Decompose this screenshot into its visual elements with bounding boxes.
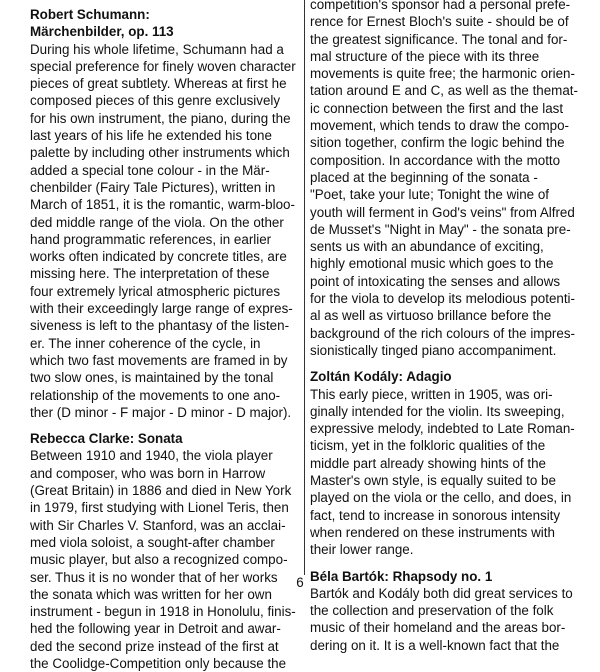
text-line: for the viola to develop its melodious potenti-	[310, 291, 575, 307]
text-line: last years of his life he extended his tone	[30, 128, 272, 144]
text-line: chenbilder (Fairy Tale Pictures), written in	[30, 179, 276, 195]
text-line: with their exceedingly large range of expres-	[30, 301, 293, 317]
text-line: pieces of great subtlety. Whereas at first he	[30, 76, 287, 92]
text-line: for his own instrument, the piano, during the	[30, 110, 291, 126]
column-divider	[304, 0, 305, 575]
text-line: works often indicated by concrete titles, are	[30, 249, 287, 265]
text-line: hand programmatic references, in earlier	[30, 231, 272, 247]
body-clarke-continued	[310, 0, 578, 359]
text-line: ginally intended for the violin. Its sweeping,	[310, 403, 565, 419]
text-line: ser. Thus it is no wonder that of her works	[30, 569, 278, 585]
text-line: point of intoxicating the senses and allows	[310, 273, 561, 289]
text-line: tation around E and C, as well as the themat-	[310, 83, 578, 99]
text-line: added a special tone colour - in the Mär-	[30, 162, 270, 178]
text-line: sionistically tinged piano accompaniment.	[310, 342, 557, 358]
section-spacer	[310, 359, 572, 368]
text-line: med viola soloist, a sought-after chamber	[30, 534, 275, 550]
text-line: de Musset's "Night in May" - the sonata pre-	[310, 221, 571, 237]
text-line: sition together, confirm the logic behind the	[310, 135, 565, 151]
section-clarke-continued	[310, 0, 578, 359]
section-heading-line: Zoltán Kodály: Adagio	[310, 369, 452, 385]
text-line: instrument - begun in 1918 in Honolulu, finis-	[30, 604, 296, 620]
text-line: (Great Britain) in 1886 and died in New York	[30, 483, 292, 499]
text-line: This early piece, written in 1905, was ori-	[310, 386, 553, 402]
section-heading-line: Rebecca Clarke: Sonata	[30, 431, 183, 447]
text-line: when rendered on these instruments with	[310, 524, 555, 540]
text-line: played on the viola or the cello, and does, in	[310, 490, 572, 506]
section-heading-line: Märchenbilder, op. 113	[30, 24, 174, 40]
section-schumann	[30, 6, 298, 421]
body-kodaly	[310, 386, 575, 559]
text-line: March of 1851, it is the romantic, warm-bloo-	[30, 197, 295, 213]
text-line: background of the rich colours of the impres-	[310, 325, 575, 341]
section-spacer	[310, 559, 572, 568]
body-bartok	[310, 585, 572, 654]
text-line: highly emotional music which goes to the	[310, 256, 554, 272]
body-schumann	[30, 41, 298, 422]
text-line: "Poet, take your lute; Tonight the wine of	[310, 187, 549, 203]
text-line: fact, tend to increase in sonorous intensity	[310, 507, 561, 523]
text-line: palette by including other instruments which	[30, 145, 290, 161]
text-line: music player, but also a recognized compo-	[30, 552, 288, 568]
text-line: mal structure of the piece with its three	[310, 48, 540, 64]
text-line: siveness is left to the phantasy of the listen-	[30, 318, 290, 334]
heading-schumann	[30, 6, 298, 41]
text-line: the sonata which was written for her own	[30, 586, 272, 602]
text-line: special preference for finely woven character	[30, 58, 296, 74]
text-line: dering on it. It is a well-known fact that the	[310, 637, 560, 653]
text-line: During his whole lifetime, Schumann had a	[30, 41, 284, 57]
text-line: sents us with an abundance of exciting,	[310, 239, 544, 255]
text-line: expressive melody, indebted to Late Roman-	[310, 421, 575, 437]
heading-clarke	[30, 430, 298, 447]
heading-kodaly	[310, 368, 572, 385]
text-line: er. The inner coherence of the cycle, in	[30, 335, 261, 351]
text-line: Bartók and Kodály both did great services to	[310, 585, 573, 601]
text-line: ticism, yet in the folkloric qualities of the	[310, 438, 546, 454]
text-line: rence for Ernest Bloch's suite - should be of	[310, 14, 569, 30]
text-line: composition. In accordance with the motto	[310, 152, 561, 168]
text-line: ther (D minor - F major - D minor - D major).	[30, 404, 292, 420]
text-line: youth will ferment in God's veins" from Alfred	[310, 204, 575, 220]
section-kodaly	[310, 368, 575, 558]
right-column	[310, 0, 578, 654]
text-line: Between 1910 and 1940, the viola player	[30, 448, 273, 464]
text-line: competition's sponsor had a personal prefe-	[310, 0, 571, 12]
text-line: the greatest significance. The tonal and for-	[310, 31, 568, 47]
text-line: ded the second prize instead of the first at	[30, 638, 279, 654]
section-heading-line: Béla Bartók: Rhapsody no. 1	[310, 568, 493, 584]
text-line: the collection and preservation of the folk	[310, 603, 554, 619]
text-line: hed the following year in Detroit and awar-	[30, 621, 281, 637]
text-line: al as well as virtuoso brillance before the	[310, 308, 552, 324]
text-line: which two fast movements are framed in by	[30, 352, 288, 368]
text-line: in 1979, first studying with Lionel Teris, then	[30, 500, 289, 516]
section-clarke	[30, 430, 298, 672]
text-line: music of their homeland and the areas bor-	[310, 620, 566, 636]
text-line: missing here. The interpretation of these	[30, 266, 270, 282]
text-line: ic connection between the first and the last	[310, 100, 564, 116]
text-line: middle part already showing hints of the	[310, 455, 546, 471]
text-line: ded middle range of the viola. On the other	[30, 214, 284, 230]
text-line: two slow ones, is maintained by the tonal	[30, 370, 274, 386]
text-line: composed pieces of this genre exclusively	[30, 93, 281, 109]
text-line: with Sir Charles V. Stanford, was an acclai-	[30, 517, 286, 533]
text-line: Master's own style, is equally suited to be	[310, 473, 556, 489]
page-number: 6	[296, 575, 304, 590]
text-line: relationship of the movements to one ano-	[30, 387, 281, 403]
text-line: their lower range.	[310, 542, 414, 558]
text-line: movements is quite free; the harmonic orien-	[310, 66, 575, 82]
text-line: the Coolidge-Competition only because the	[30, 655, 287, 671]
text-line: movement, which tends to draw the compo-	[310, 118, 570, 134]
text-line: and composer, who was born in Harrow	[30, 465, 266, 481]
left-column	[30, 6, 298, 672]
text-line: placed at the beginning of the sonata -	[310, 169, 538, 185]
body-clarke	[30, 447, 298, 672]
text-line: four extremely lyrical atmospheric pictures	[30, 283, 281, 299]
section-spacer	[30, 421, 298, 430]
section-heading-line: Robert Schumann:	[30, 7, 150, 22]
